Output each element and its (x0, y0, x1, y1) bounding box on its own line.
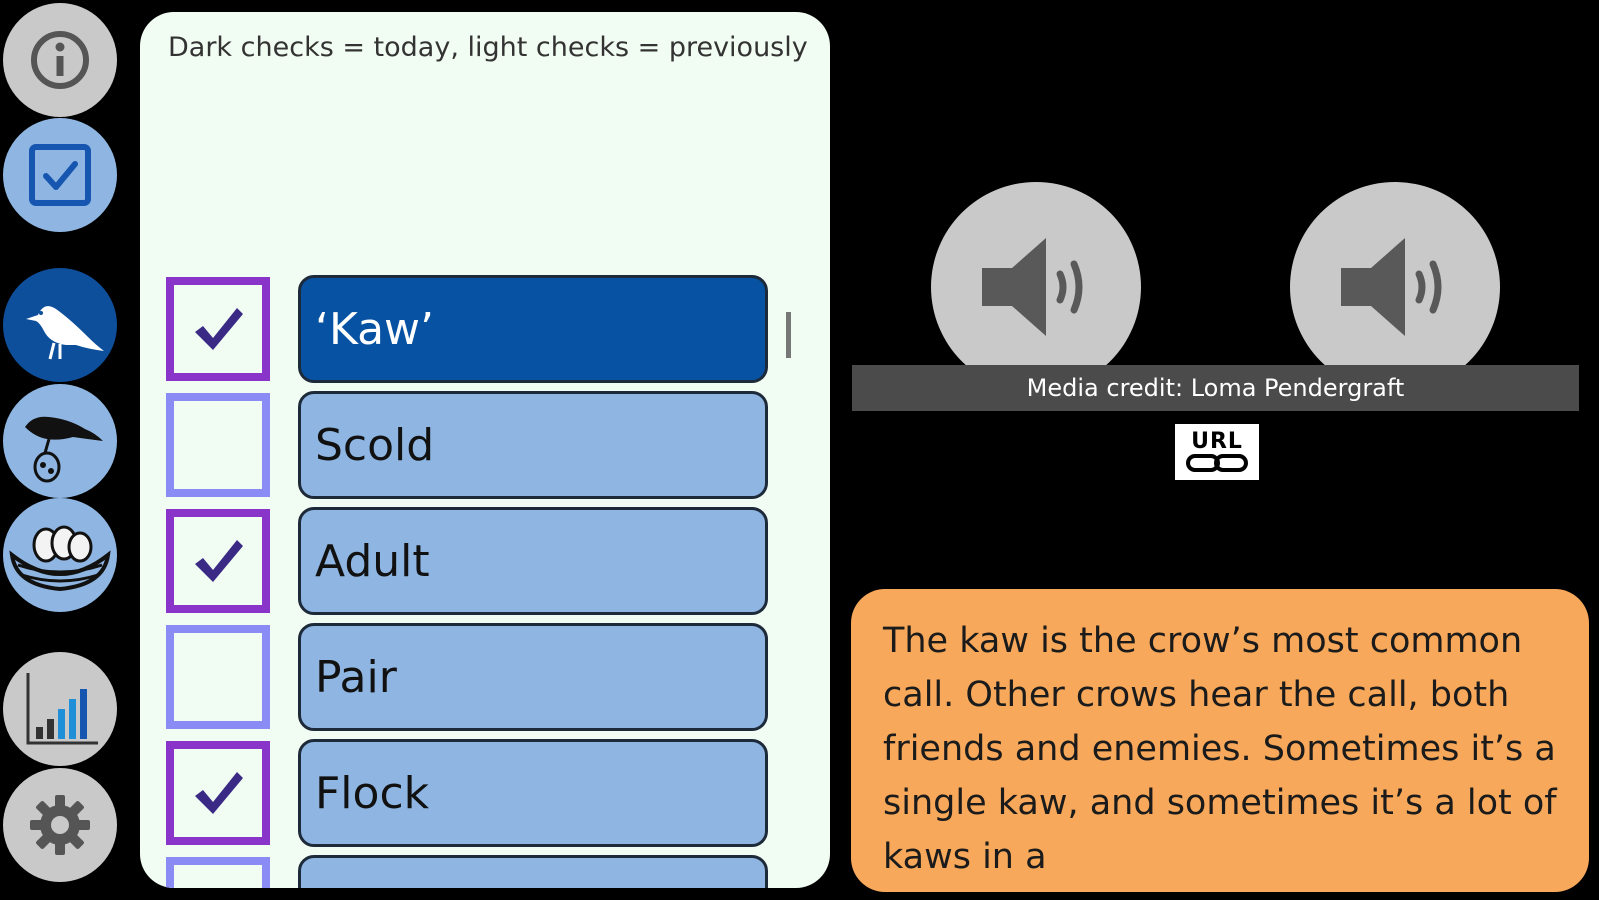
speaker-icon (1335, 232, 1455, 342)
bird-button[interactable] (3, 268, 117, 382)
speaker-icon (976, 232, 1096, 342)
nest-button[interactable] (3, 498, 117, 612)
list-item (140, 277, 830, 387)
checkmark-icon (191, 536, 245, 586)
list-item (140, 741, 830, 851)
item-checkbox[interactable] (166, 393, 270, 497)
list-item (140, 393, 830, 503)
scrollbar[interactable] (786, 312, 791, 358)
item-button[interactable]: Flock (298, 739, 768, 847)
item-button[interactable]: Adult (298, 507, 768, 615)
url-link-button[interactable] (1175, 424, 1259, 480)
link-chain-icon (1184, 453, 1250, 473)
bar-chart-icon (20, 669, 100, 749)
checklist-panel (140, 12, 830, 888)
gear-icon (28, 793, 92, 857)
url-label: URL (1191, 429, 1243, 454)
item-checkbox[interactable] (166, 509, 270, 613)
item-checkbox[interactable] (166, 741, 270, 845)
item-button[interactable]: ‘Kaw’ (298, 275, 768, 383)
info-button[interactable] (3, 3, 117, 117)
item-button[interactable]: Scold (298, 391, 768, 499)
list-item (140, 857, 830, 888)
item-checkbox[interactable] (166, 625, 270, 729)
info-icon (28, 28, 92, 92)
play-sound-button-1[interactable] (931, 182, 1141, 392)
list-item (140, 625, 830, 735)
description-box: The kaw is the crow’s most common call. Other crows hear the call, both friends and enemies. Sometimes it’s a single kaw, and sometimes it’s a lot of kaws in a (851, 589, 1589, 892)
checkmark-icon (191, 768, 245, 818)
checklist-button[interactable] (3, 118, 117, 232)
nest-eggs-icon (8, 515, 112, 595)
perched-bird-button[interactable] (3, 384, 117, 498)
list-item (140, 509, 830, 619)
stats-button[interactable] (3, 652, 117, 766)
white-bird-icon (14, 279, 106, 371)
item-button[interactable]: Pair (298, 623, 768, 731)
play-sound-button-2[interactable] (1290, 182, 1500, 392)
checkbox-icon (27, 142, 93, 208)
item-checkbox[interactable] (166, 277, 270, 381)
checklist-hint: Dark checks = today, light checks = previously (168, 32, 808, 63)
perched-bird-icon (15, 393, 105, 489)
settings-button[interactable] (3, 768, 117, 882)
checkmark-icon (191, 304, 245, 354)
item-button[interactable] (298, 855, 768, 888)
item-checkbox[interactable] (166, 857, 270, 888)
media-credit: Media credit: Loma Pendergraft (852, 365, 1579, 411)
